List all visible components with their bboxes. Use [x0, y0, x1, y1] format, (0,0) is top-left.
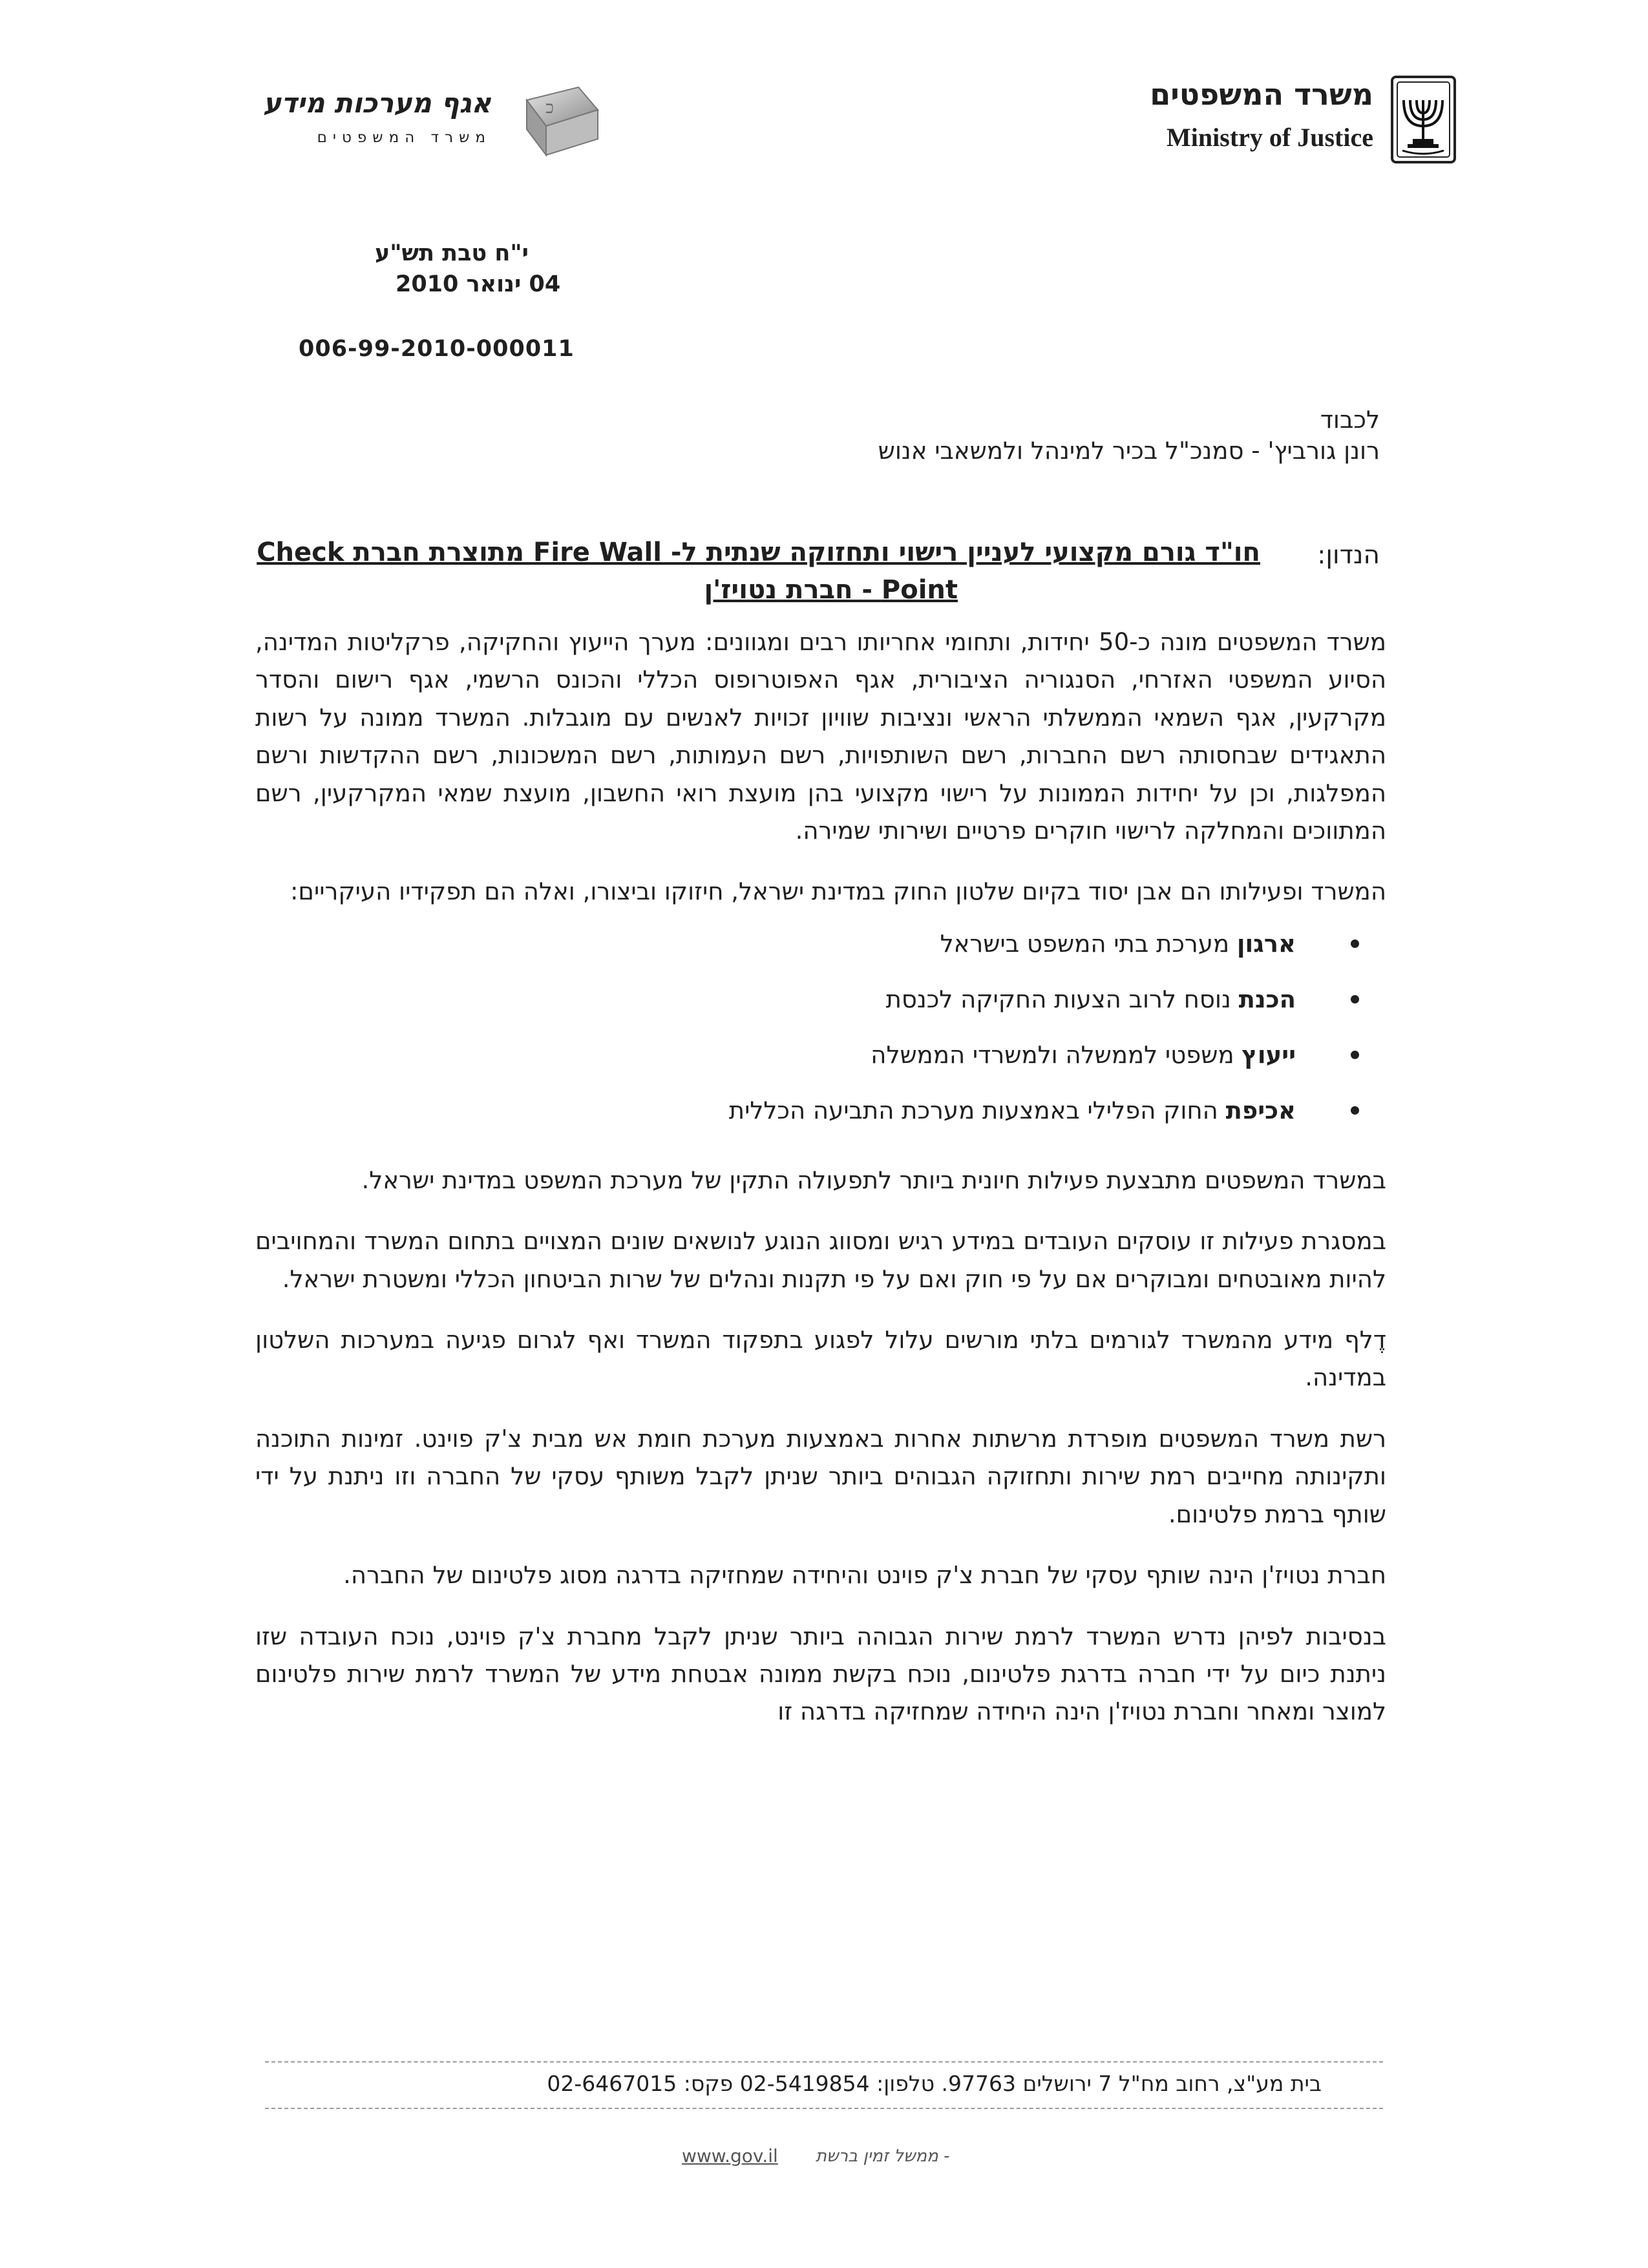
footer-divider: [265, 2061, 1383, 2063]
footer-address: בית מע"צ, רחוב מח"ל 7 ירושלים 97763. טלפון: 02-5419854 פקס: 02-6467015: [547, 2071, 1322, 2096]
subject-prefix: הנדון:: [1317, 541, 1380, 570]
recipient: רונן גורביץ' - סמנכ"ל בכיר למינהל ולמשאבי אנוש: [878, 437, 1380, 465]
intro-paragraph: משרד המשפטים מונה כ-50 יחידות, ותחומי אחריותו רבים ומגוונים: מערך הייעוץ והחקיקה, פרקליטות המדינה, הסיוע המשפטי האזרחי, הסנגוריה הציבורית, אגף האפוטרופוס הכללי והכונס הרשמי, אגף רישום והסדר מקרקעין, אגף השמאי הממשלתי הראשי ונציבות שוויון זכויות לאנשים עם מוגבלות. המשרד ממונה על רשות התאגידים שבחסותה רשם החברות, רשם השותפויות, רשם העמותות, רשם המשכונות, רשם ההקדשות ורשם המפלגות, וכן על יחידות הממונות על רישוי מקצועי בהן מועצת רואי החשבון, מועצת שמאי המקרקעין, רשם המתווכים והמחלקה לרישוי חוקרים פרטיים ושירותי שמירה.: [255, 628, 1386, 845]
menorah-emblem-icon: [1389, 74, 1457, 165]
letter-body: [255, 624, 1386, 1754]
roles-paragraph: המשרד ופעילותו הם אבן יסוד בקיום שלטון החוק במדינת ישראל, חיזוקו וביצורו, ואלה הם תפקידיו העיקריים:: [290, 877, 1386, 906]
bullet-text: משפטי לממשלה ולמשרדי הממשלה: [871, 1040, 1234, 1069]
bullet-icon: [1351, 1106, 1359, 1115]
footer-slogan: - ממשל זמין ברשת: [816, 2147, 950, 2166]
list-item: [255, 981, 1386, 1036]
salutation: לכבוד: [1320, 406, 1380, 434]
paragraph-leak-risk: דֶלף מידע מהמשרד לגורמים בלתי מורשים עלול לפגוע בתפקוד המשרד ואף לגרום פגיעה במערכות השלטון במדינה.: [255, 1326, 1386, 1392]
info-systems-logo-icon: [507, 81, 604, 162]
info-systems-header: [262, 81, 604, 165]
info-systems-title: אגף מערכות מידע: [263, 87, 491, 119]
bullet-keyword: הכנת: [1238, 985, 1296, 1013]
paragraph-netvision: חברת נטויז'ן הינה שותף עסקי של חברת צ'ק פוינט והיחידה שמחזיקה בדרגה מסוג פלטינום של החברה.: [343, 1561, 1386, 1590]
bullet-text: החוק הפלילי באמצעות מערכת התביעה הכללית: [728, 1096, 1218, 1124]
bullet-keyword: ייעוץ: [1241, 1040, 1296, 1069]
date-gregorian: 04 ינואר 2010: [396, 271, 561, 297]
bullet-keyword: ארגון: [1236, 929, 1296, 958]
bullet-icon: [1351, 995, 1359, 1003]
reference-number: 006-99-2010-000011: [299, 336, 575, 362]
list-item: [255, 1092, 1386, 1148]
subject-line-2: Point - חברת נטויז'ן: [704, 575, 958, 605]
roles-list: [255, 925, 1386, 1148]
website-link[interactable]: www.gov.il: [682, 2145, 778, 2167]
date-hebrew: י"ח טבת תש"ע: [375, 240, 529, 266]
paragraph-sensitive-info: במסגרת פעילות זו עוסקים העובדים במידע רגיש ומסווג הנוגע לנושאים שונים המצויים בתחום המשרד והמחויבים להיות מאובטחים ומבוקרים אם על פי חוק ואם על פי תקנות ונהלים של שרות הביטחון הכללי ומשטרת ישראל.: [255, 1227, 1386, 1293]
subject-line-1: חו"ד גורם מקצועי לעניין רישוי ותחזוקה שנתית ל- Fire Wall מתוצרת חברת Check: [257, 538, 1260, 567]
ministry-name-hebrew: משרד המשפטים: [1150, 77, 1373, 112]
paragraph-circumstances: בנסיבות לפיהן נדרש המשרד לרמת שירות הגבוהה ביותר שניתן לקבל מחברת צ'ק פוינט, נוכח העובדה שזו ניתנת כיום על ידי חברה בדרגת פלטינום, נוכח בקשת ממונה אבטחת מידע של המשרד לרמת שירות פלטינום למוצר ומאחר וחברת נטויז'ן הינה היחידה שמחזיקה בדרגה זו: [255, 1622, 1386, 1726]
list-item: [255, 1036, 1386, 1092]
svg-text:כ: כ: [545, 98, 554, 118]
paragraph-activity: במשרד המשפטים מתבצעת פעילות חיונית ביותר לתפעולה התקין של מערכת המשפט במדינת ישראל.: [361, 1166, 1386, 1194]
info-systems-subtitle: משרד המשפטים: [317, 129, 491, 146]
bullet-icon: [1351, 940, 1359, 948]
paragraph-firewall: רשת משרד המשפטים מופרדת מרשתות אחרות באמצעות מערכת חומת אש מבית צ'ק פוינט. זמינות התוכנה ותקינותה מחייבים רמת שירות ותחזוקה הגבוהים ביותר שניתן לקבל משותף עסקי של החברה וזו ניתנת על ידי שותף ברמת פלטינום.: [255, 1424, 1386, 1528]
bullet-text: מערכת בתי המשפט בישראל: [940, 929, 1230, 958]
bullet-icon: [1351, 1051, 1359, 1059]
bullet-keyword: אכיפת: [1225, 1096, 1296, 1124]
ministry-header: [1121, 74, 1457, 165]
list-item: [255, 925, 1386, 981]
bullet-text: נוסח לרוב הצעות החקיקה לכנסת: [885, 985, 1231, 1013]
footer-divider: [265, 2108, 1383, 2109]
ministry-name-english: Ministry of Justice: [1167, 123, 1373, 152]
